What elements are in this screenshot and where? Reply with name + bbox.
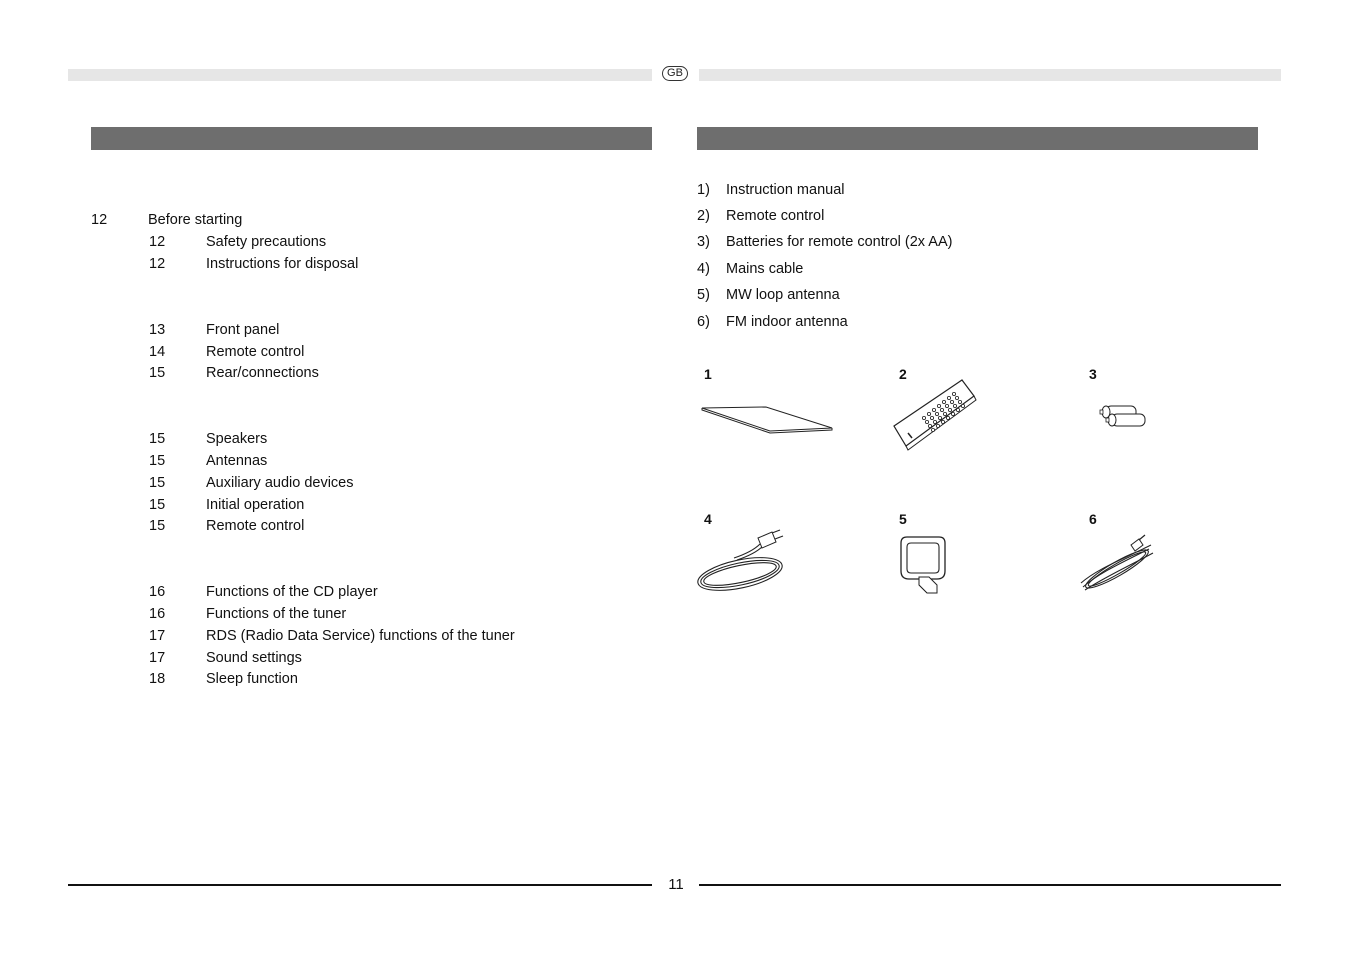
toc-page-number: 15 bbox=[149, 365, 166, 381]
toc-page-number: 14 bbox=[149, 344, 166, 360]
footer-rule-right bbox=[699, 884, 1281, 886]
list-item-number: 4) bbox=[697, 261, 710, 277]
fm-wire-antenna-icon bbox=[1077, 533, 1159, 593]
remote-control-icon bbox=[888, 376, 980, 454]
toc-entry-text: Antennas bbox=[206, 453, 268, 469]
list-item-text: MW loop antenna bbox=[726, 287, 840, 303]
figure-label: 1 bbox=[704, 366, 712, 382]
header-bar-right bbox=[699, 69, 1281, 81]
list-item-number: 1) bbox=[697, 182, 710, 198]
list-item-text: Batteries for remote control (2x AA) bbox=[726, 234, 953, 250]
figure-label: 6 bbox=[1089, 511, 1097, 527]
list-item-text: Mains cable bbox=[726, 261, 804, 277]
toc-entry-text: Sound settings bbox=[206, 650, 302, 666]
list-item-text: Remote control bbox=[726, 208, 825, 224]
figure-label: 4 bbox=[704, 511, 712, 527]
list-item-number: 3) bbox=[697, 234, 710, 250]
toc-entry-text: Rear/connections bbox=[206, 365, 319, 381]
mains-cable-icon bbox=[694, 528, 794, 594]
toc-page-number: 16 bbox=[149, 584, 166, 600]
section-header-bar-right bbox=[697, 127, 1258, 150]
list-item-number: 5) bbox=[697, 287, 710, 303]
toc-entry-text: Safety precautions bbox=[206, 234, 327, 250]
page-number: 11 bbox=[668, 876, 684, 893]
toc-entry-text: Instructions for disposal bbox=[206, 256, 359, 272]
section-header-bar-left bbox=[91, 127, 652, 150]
list-item-number: 6) bbox=[697, 314, 710, 330]
toc-entry-text: Remote control bbox=[206, 344, 305, 360]
toc-entry-text: Front panel bbox=[206, 322, 280, 338]
footer-rule-left bbox=[68, 884, 652, 886]
toc-page-number: 17 bbox=[149, 650, 166, 666]
toc-page-number: 15 bbox=[149, 431, 166, 447]
batteries-icon bbox=[1098, 404, 1150, 430]
language-badge: GB bbox=[662, 66, 688, 81]
loop-antenna-icon bbox=[897, 533, 951, 597]
toc-entry-text: Auxiliary audio devices bbox=[206, 475, 354, 491]
manual-booklet-icon bbox=[700, 400, 836, 436]
toc-entry-text: Initial operation bbox=[206, 497, 305, 513]
toc-entry-text: Remote control bbox=[206, 518, 305, 534]
figure-label: 5 bbox=[899, 511, 907, 527]
toc-page-number: 13 bbox=[149, 322, 166, 338]
toc-page-number: 15 bbox=[149, 497, 166, 513]
list-item-number: 2) bbox=[697, 208, 710, 224]
toc-page-number: 15 bbox=[149, 518, 166, 534]
toc-entry-text: Functions of the tuner bbox=[206, 606, 347, 622]
toc-page-number: 18 bbox=[149, 671, 166, 687]
toc-entry-text: Functions of the CD player bbox=[206, 584, 378, 600]
toc-page-number: 12 bbox=[149, 256, 166, 272]
toc-entry-text: RDS (Radio Data Service) functions of the tuner bbox=[206, 628, 515, 644]
list-item-text: Instruction manual bbox=[726, 182, 845, 198]
list-item-text: FM indoor antenna bbox=[726, 314, 848, 330]
toc-entry-text: Before starting bbox=[148, 212, 243, 228]
figure-label: 3 bbox=[1089, 366, 1097, 382]
toc-page-number: 12 bbox=[91, 212, 108, 228]
toc-page-number: 17 bbox=[149, 628, 166, 644]
toc-page-number: 15 bbox=[149, 453, 166, 469]
toc-page-number: 16 bbox=[149, 606, 166, 622]
header-bar-left bbox=[68, 69, 652, 81]
toc-page-number: 12 bbox=[149, 234, 166, 250]
figure-label: 2 bbox=[899, 366, 907, 382]
toc-entry-text: Speakers bbox=[206, 431, 268, 447]
toc-entry-text: Sleep function bbox=[206, 671, 298, 687]
toc-page-number: 15 bbox=[149, 475, 166, 491]
